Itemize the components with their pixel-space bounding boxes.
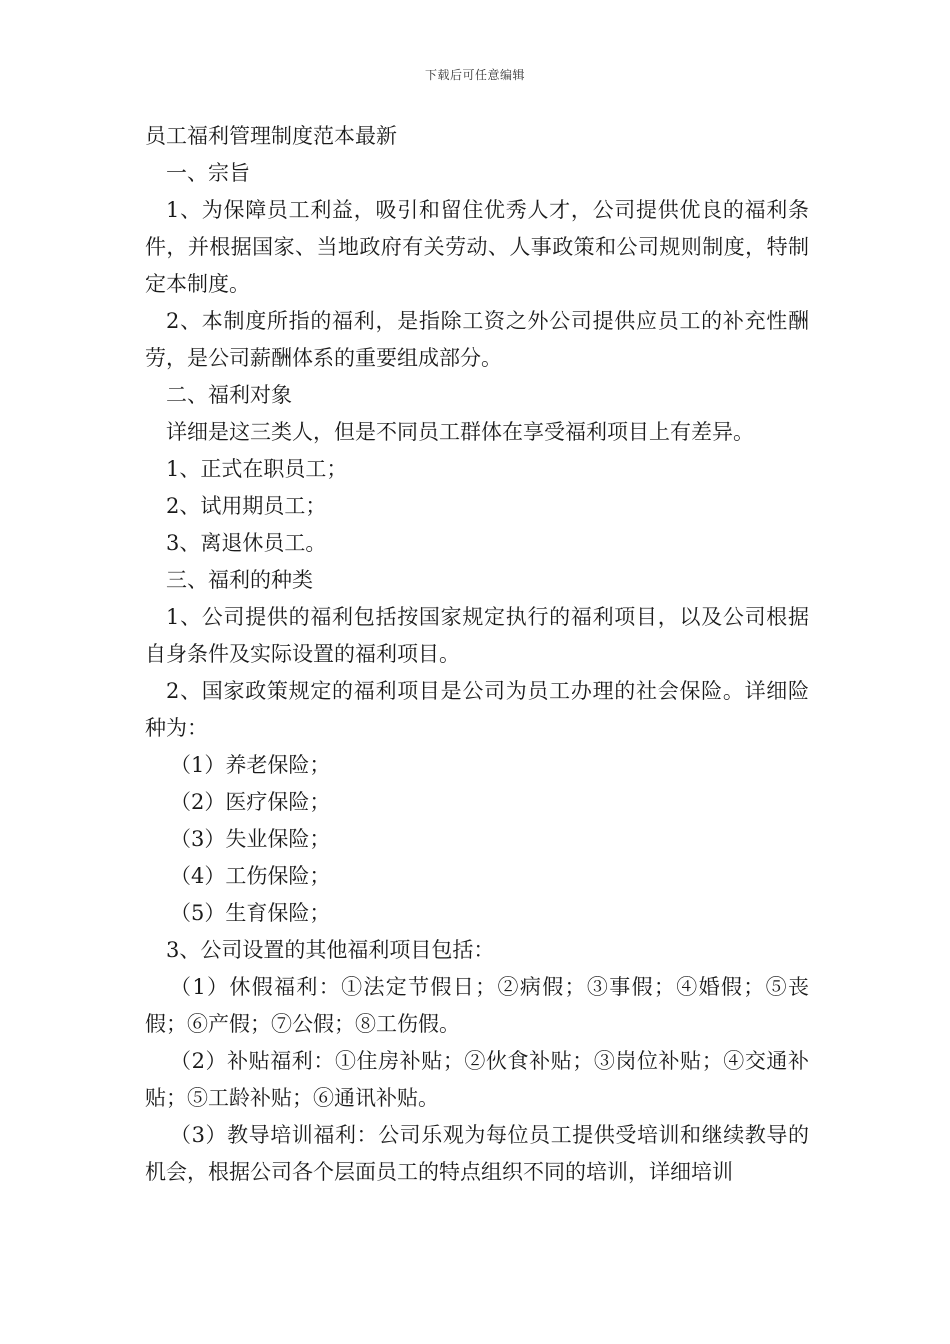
section-heading: 二、福利对象: [166, 383, 292, 407]
list-item: 2、试用期员工；: [166, 494, 327, 518]
list-item: 1、正式在职员工；: [166, 457, 348, 481]
list-item: 3、离退休员工。: [166, 531, 327, 555]
list-item: （3）失业保险；: [170, 827, 331, 851]
list-item: （2）医疗保险；: [170, 790, 331, 814]
paragraph: 1、公司提供的福利包括按国家规定执行的福利项目，以及公司根据自身条件及实际设置的福利项目。: [145, 605, 809, 666]
list-item: （1）休假福利：①法定节假日；②病假；③事假；④婚假；⑤丧假；⑥产假；⑦公假；⑧工伤假。: [145, 975, 809, 1036]
section-heading: 三、福利的种类: [166, 568, 313, 592]
document-title: 员工福利管理制度范本最新: [145, 124, 397, 148]
document-body: [145, 118, 809, 1191]
list-item: （1）养老保险；: [170, 753, 331, 777]
paragraph: 2、国家政策规定的福利项目是公司为员工办理的社会保险。详细险种为：: [145, 679, 809, 740]
paragraph: 详细是这三类人，但是不同员工群体在享受福利项目上有差异。: [166, 420, 754, 444]
list-item: （5）生育保险；: [170, 901, 331, 925]
list-item: （3）教导培训福利：公司乐观为每位员工提供受培训和继续教导的机会，根据公司各个层面员工的特点组织不同的培训，详细培训: [145, 1123, 809, 1184]
list-item: （4）工伤保险；: [170, 864, 331, 888]
list-item: （2）补贴福利：①住房补贴；②伙食补贴；③岗位补贴；④交通补贴；⑤工龄补贴；⑥通讯补贴。: [145, 1049, 809, 1110]
paragraph: 3、公司设置的其他福利项目包括：: [166, 938, 495, 962]
paragraph: 2、本制度所指的福利，是指除工资之外公司提供应员工的补充性酬劳，是公司薪酬体系的重要组成部分。: [145, 309, 809, 370]
paragraph: 1、为保障员工利益，吸引和留住优秀人才，公司提供优良的福利条件，并根据国家、当地政府有关劳动、人事政策和公司规则制度，特制定本制度。: [145, 198, 809, 296]
header-note: 下载后可任意编辑: [424, 68, 525, 82]
section-heading: 一、宗旨: [166, 161, 250, 185]
